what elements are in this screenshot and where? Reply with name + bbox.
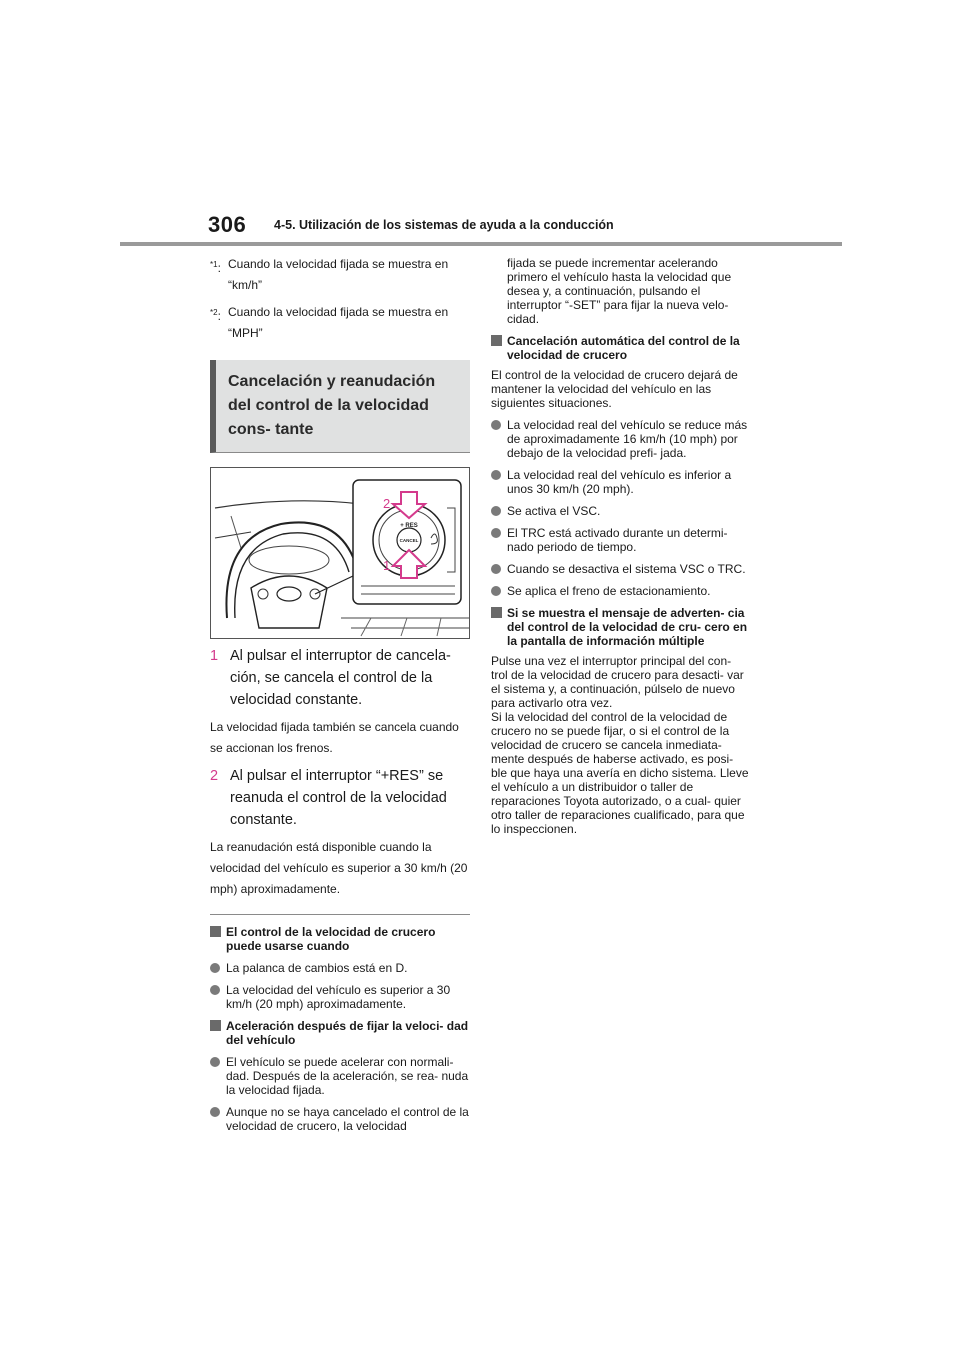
footnote-1: [210, 254, 470, 296]
section-heading: Cancelación y reanudación del control de la velocidad cons- tante: [210, 360, 470, 453]
list-item: [491, 526, 751, 554]
step-note: La reanudación está disponible cuando la velocidad del vehículo es superior a 30 km/h (20 mph) aproximadamente.: [210, 840, 468, 896]
block-heading-text: Si se muestra el mensaje de adverten- cia del control de la velocidad de cru- cero en la pantalla de información múltiple: [507, 606, 748, 648]
list-item-text: El vehículo se puede acelerar con normali- dad. Después de la aceleración, se rea- nuda la velocidad fijada.: [226, 1055, 469, 1097]
list-item-text: Se aplica el freno de estacionamiento.: [507, 584, 711, 598]
list-item-text: La velocidad real del vehículo se reduce más de aproximadamente 16 km/h (10 mph) por debajo de la velocidad prefi- jada.: [507, 418, 748, 460]
round-bullet-icon: [210, 963, 220, 973]
steering-wheel-illustration: [210, 467, 470, 639]
block-heading-text: Cancelación automática del control de la velocidad de crucero: [507, 334, 740, 362]
list-item: [491, 468, 751, 496]
square-bullet-icon: [210, 926, 221, 937]
list-item: [491, 584, 751, 598]
res-label: + RES: [400, 523, 418, 529]
list-item-text: Cuando se desactiva el sistema VSC o TRC.: [507, 562, 746, 576]
step-number: 1: [210, 648, 219, 664]
square-bullet-icon: [491, 607, 502, 618]
list-item: [210, 1055, 470, 1097]
round-bullet-icon: [491, 564, 501, 574]
round-bullet-icon: [210, 1057, 220, 1067]
list-item-text: La palanca de cambios está en D.: [226, 961, 408, 975]
block-heading-text: Aceleración después de fijar la veloci- dad del vehículo: [226, 1019, 469, 1047]
round-bullet-icon: [491, 506, 501, 516]
list-item-text: La velocidad del vehículo es superior a 30 km/h (20 mph) aproximadamente.: [226, 983, 451, 1011]
section-title: 4-5. Utilización de los sistemas de ayuda a la conducción: [274, 218, 614, 232]
list-item-text: La velocidad real del vehículo es inferior a unos 30 km/h (20 mph).: [507, 468, 732, 496]
paragraph: Si la velocidad del control de la velocidad de crucero no se puede fijar, o si el control de la velocidad de crucero se cancela inmediata- mente después de haberse activado, es posi- ble que haya una avería en dicho sistema. Lleve el vehículo a un distribuidor o taller de reparaciones Toyota autorizado, o a cual- quier otro taller de reparaciones cualificado, para que lo inspeccionen.: [491, 710, 749, 836]
list-item: [491, 562, 751, 576]
callout-2: 2: [383, 496, 391, 511]
round-bullet-icon: [491, 528, 501, 538]
step-number: 2: [210, 768, 219, 784]
list-item: [491, 504, 751, 518]
cancel-label: CANCEL: [399, 538, 419, 543]
round-bullet-icon: [210, 1107, 220, 1117]
divider: [210, 914, 470, 915]
paragraph: Pulse una vez el interruptor principal del con- trol de la velocidad de crucero para desacti- var el sistema y, a continuación, púlselo de nuevo para activarlo otra vez.: [491, 654, 744, 710]
list-item: [491, 418, 751, 460]
list-item: [210, 961, 470, 975]
paragraph: El control de la velocidad de crucero dejará de mantener la velocidad del vehículo en las siguientes situaciones.: [491, 368, 738, 410]
steering-wheel-drawing: [211, 468, 469, 638]
footnote-text: Cuando la velocidad fijada se muestra en “MPH”: [228, 305, 449, 340]
square-bullet-icon: [491, 335, 502, 346]
page-number: 306: [208, 212, 247, 237]
round-bullet-icon: [210, 985, 220, 995]
right-column: [491, 256, 751, 836]
callout-1: 1: [383, 558, 391, 573]
round-bullet-icon: [491, 586, 501, 596]
left-column: [210, 254, 470, 1133]
block-heading: [491, 606, 751, 648]
footnote-mark: $^{*2}$:: [210, 308, 221, 323]
block-heading-text: El control de la velocidad de crucero puede usarse cuando: [226, 925, 436, 953]
footnote-text: Cuando la velocidad fijada se muestra en “km/h”: [228, 257, 449, 292]
step-1: [210, 645, 470, 711]
block-heading: [491, 334, 751, 362]
continued-text: fijada se puede incrementar acelerando primero el vehículo hasta la velocidad que desea y, a continuación, pulsando el interruptor “-SET” para fijar la nueva velo- cidad.: [507, 256, 732, 326]
step-text: Al pulsar el interruptor de cancela- ción, se cancela el control de la velocidad constante.: [230, 648, 451, 708]
header-rule: [120, 242, 842, 246]
list-item-text: Se activa el VSC.: [507, 504, 601, 518]
list-item: [210, 1105, 470, 1133]
footnote-mark: $^{*1}$:: [210, 260, 221, 275]
step-2: [210, 765, 470, 831]
footnote-2: [210, 302, 470, 344]
list-item: [210, 983, 470, 1011]
step-note: La velocidad fijada también se cancela cuando se accionan los frenos.: [210, 720, 459, 755]
list-item-text: El TRC está activado durante un determi- nado periodo de tiempo.: [507, 526, 728, 554]
round-bullet-icon: [491, 420, 501, 430]
block-heading: [210, 925, 470, 953]
block-heading: [210, 1019, 470, 1047]
round-bullet-icon: [491, 470, 501, 480]
square-bullet-icon: [210, 1020, 221, 1031]
step-text: Al pulsar el interruptor “+RES” se reanuda el control de la velocidad constante.: [230, 768, 447, 828]
list-item-text: Aunque no se haya cancelado el control de la velocidad de crucero, la velocidad: [226, 1105, 469, 1133]
